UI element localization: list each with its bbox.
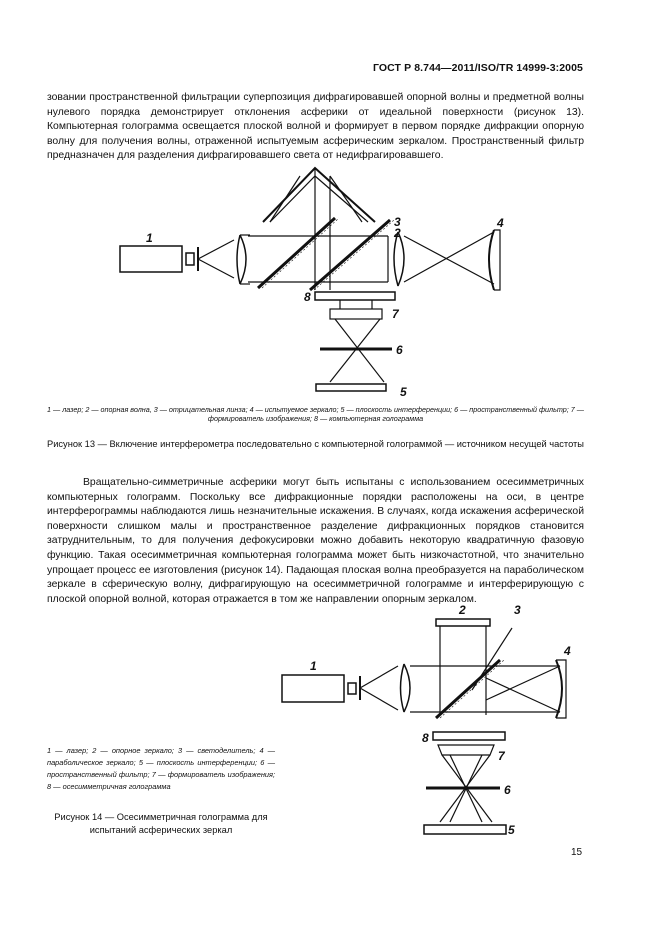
figure-14-caption: Рисунок 14 — Осесимметричная голограмма для испытаний асферических зеркал bbox=[54, 812, 268, 835]
document-header: ГОСТ Р 8.744—2011/ISO/TR 14999-3:2005 bbox=[372, 62, 583, 74]
figure-13-caption: Рисунок 13 — Включение интерферометра последовательно с компьютерной голограммой — источником несущей частоты bbox=[47, 439, 584, 449]
fig14-label-8: 8 bbox=[422, 731, 429, 745]
page-number: 15 bbox=[571, 847, 583, 858]
fig13-label-3: 3 bbox=[394, 215, 401, 229]
figure-14-legend: 1 — лазер; 2 — опорное зеркало; 3 — светоделитель; 4 — параболическое зеркало; 5 — плоскость интерференции; 6 — пространственный фильтр; 7 — формирователь изображения; 8 — осесимметричная голограмма bbox=[47, 746, 275, 791]
fig14-optics bbox=[282, 619, 566, 834]
fig13-optics bbox=[120, 168, 500, 391]
fig13-label-4: 4 bbox=[497, 216, 504, 230]
fig14-label-4: 4 bbox=[564, 644, 571, 658]
fig13-label-8: 8 bbox=[304, 290, 311, 304]
fig14-label-2: 2 bbox=[459, 603, 466, 617]
fig14-label-6: 6 bbox=[504, 783, 511, 797]
paragraph-1: зовании пространственной фильтрации суперпозиция дифрагировавшей опорной волны и предметной волны нулевого порядка демонстрирует отклонения асферики от идеальной поверхности (рисунок 13). Компьютерная голограмма освещается плоской волной и формирует в первом порядке дифракции опорную волну для получения волны, отраженной испытуемым асферическим зеркалом. Пространственный фильтр предназначен для разделения дифрагировавшего света от недифрагировавшего. bbox=[47, 92, 584, 162]
fig14-label-7: 7 bbox=[498, 749, 505, 763]
fig13-label-1: 1 bbox=[146, 231, 153, 245]
fig13-label-6: 6 bbox=[396, 343, 403, 357]
fig13-label-5: 5 bbox=[400, 385, 407, 399]
fig13-label-2: 2 bbox=[394, 226, 401, 240]
fig14-label-5: 5 bbox=[508, 823, 515, 837]
fig14-label-3: 3 bbox=[514, 603, 521, 617]
paragraph-2: Вращательно-симметричные асферики могут быть испытаны с использованием осесимметричных компьютерных голограмм. Поскольку все дифракционные порядки расположены на оси, в центре интерферограммы наблюдаются лишь незначительные искажения. В случаях, когда искажения асферической поверхности слишком малы и пространственное разделение дифракционных порядков становится затруднительным, то для получения дефокусировки можно добавить некоторую квадратичную фазовую функцию. Такая осесимметричная компьютерная голограмма может быть низкочастотной, что значительно упрощает процесс ее изготовления (рисунок 14). Падающая плоская волна преобразуется на параболическом зеркале в сферическую волну, дифрагирующую на осесимметричной голограмме и интерферирующую с плоской опорной волной, которая отражается в том же направлении опорным зеркалом. bbox=[47, 477, 584, 605]
fig13-label-7: 7 bbox=[392, 307, 399, 321]
fig14-label-1: 1 bbox=[310, 659, 317, 673]
figure-13-legend: 1 — лазер; 2 — опорная волна, 3 — отрицательная линза; 4 — испытуемое зеркало; 5 — плоскость интерференции; 6 — пространственный фильтр; 7 — формирователь изображения; 8 — компьютерная голограмма bbox=[47, 405, 584, 423]
